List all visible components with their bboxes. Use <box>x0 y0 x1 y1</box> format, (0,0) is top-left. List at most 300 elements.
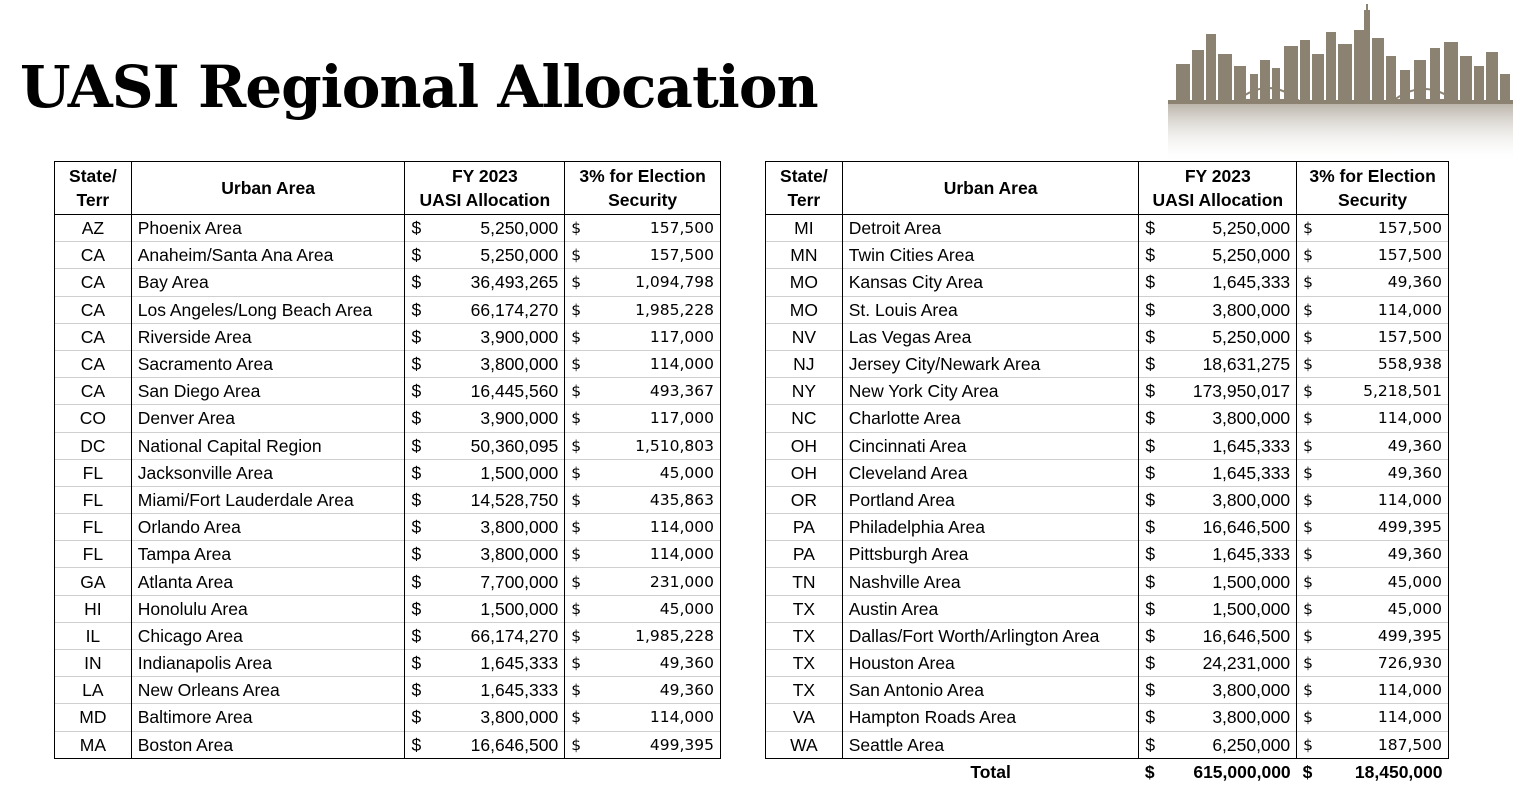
currency-symbol: $ <box>1302 761 1313 782</box>
state-cell: CA <box>55 350 132 377</box>
election-cell <box>1297 486 1449 513</box>
table-row <box>766 486 1449 513</box>
table-row <box>55 378 721 405</box>
currency-symbol: $ <box>571 273 582 292</box>
urban-area-cell: Seattle Area <box>842 731 1139 758</box>
allocation-value: 36,493,265 <box>470 272 559 293</box>
table-row <box>766 677 1449 704</box>
allocation-cell <box>1139 486 1297 513</box>
currency-symbol: $ <box>1145 272 1156 293</box>
allocation-cell <box>405 514 565 541</box>
allocation-value: 24,231,000 <box>1202 653 1291 674</box>
election-value: 114,000 <box>1377 490 1442 509</box>
urban-area-cell: Austin Area <box>842 595 1139 622</box>
election-cell <box>1297 568 1449 595</box>
election-cell <box>565 350 721 377</box>
election-value: 114,000 <box>1377 300 1442 319</box>
currency-symbol: $ <box>1145 571 1156 592</box>
election-cell <box>1297 541 1449 568</box>
urban-area-cell: Los Angeles/Long Beach Area <box>131 296 405 323</box>
election-cell <box>1297 622 1449 649</box>
election-cell <box>1297 242 1449 269</box>
table-row <box>766 622 1449 649</box>
allocation-cell <box>405 622 565 649</box>
total-allocation-value: 615,000,000 <box>1193 761 1291 782</box>
election-value: 114,000 <box>1377 708 1442 727</box>
currency-symbol: $ <box>1303 599 1314 618</box>
allocation-value: 14,528,750 <box>470 489 559 510</box>
election-cell <box>565 731 721 758</box>
urban-area-cell: Atlanta Area <box>131 568 405 595</box>
table-row <box>55 650 721 677</box>
currency-symbol: $ <box>1145 707 1156 728</box>
allocation-cell <box>1139 432 1297 459</box>
urban-area-cell: National Capital Region <box>131 432 405 459</box>
currency-symbol: $ <box>1303 463 1314 482</box>
allocation-cell <box>1139 622 1297 649</box>
allocation-cell <box>1139 514 1297 541</box>
table-row <box>55 242 721 269</box>
state-cell: MO <box>766 269 843 296</box>
table-row <box>766 350 1449 377</box>
urban-area-cell: Chicago Area <box>131 622 405 649</box>
urban-area-cell: New York City Area <box>842 378 1139 405</box>
election-cell <box>565 486 721 513</box>
state-cell: VA <box>766 704 843 731</box>
election-cell <box>1297 405 1449 432</box>
election-value: 157,500 <box>649 219 714 238</box>
currency-symbol: $ <box>571 518 582 537</box>
allocation-value: 6,250,000 <box>1212 734 1291 755</box>
currency-symbol: $ <box>571 300 582 319</box>
table-row <box>55 269 721 296</box>
election-cell <box>565 514 721 541</box>
state-cell: TX <box>766 595 843 622</box>
election-cell <box>565 242 721 269</box>
header-election-security: 3% for Election Security <box>1297 162 1449 215</box>
table-row <box>55 704 721 731</box>
allocation-value: 1,500,000 <box>480 598 559 619</box>
currency-symbol: $ <box>1144 761 1155 782</box>
currency-symbol: $ <box>1303 681 1314 700</box>
election-value: 114,000 <box>649 708 714 727</box>
allocation-value: 16,646,500 <box>470 734 559 755</box>
urban-area-cell: Nashville Area <box>842 568 1139 595</box>
election-cell <box>1297 296 1449 323</box>
currency-symbol: $ <box>1145 354 1156 375</box>
allocation-cell <box>1139 650 1297 677</box>
currency-symbol: $ <box>1303 246 1314 265</box>
election-cell <box>565 541 721 568</box>
election-value: 49,360 <box>1387 273 1442 292</box>
allocation-cell <box>405 378 565 405</box>
table-row <box>55 405 721 432</box>
allocation-value: 1,645,333 <box>480 680 559 701</box>
election-cell <box>565 622 721 649</box>
election-value: 157,500 <box>1377 246 1442 265</box>
allocation-value: 5,250,000 <box>1212 218 1291 239</box>
currency-symbol: $ <box>571 599 582 618</box>
election-value: 49,360 <box>1387 436 1442 455</box>
allocation-cell <box>405 595 565 622</box>
state-cell: IL <box>55 622 132 649</box>
table-body-left <box>55 215 721 759</box>
currency-symbol: $ <box>1303 626 1314 645</box>
allocation-cell <box>405 541 565 568</box>
allocation-value: 16,646,500 <box>1202 625 1291 646</box>
election-value: 499,395 <box>1377 626 1442 645</box>
currency-symbol: $ <box>571 219 582 238</box>
urban-area-cell: Anaheim/Santa Ana Area <box>131 242 405 269</box>
election-cell <box>565 677 721 704</box>
election-cell <box>1297 378 1449 405</box>
header-state: State/ Terr <box>55 162 132 215</box>
urban-area-cell: Jacksonville Area <box>131 459 405 486</box>
state-cell: NJ <box>766 350 843 377</box>
currency-symbol: $ <box>571 654 582 673</box>
election-value: 45,000 <box>659 463 714 482</box>
state-cell: OH <box>766 432 843 459</box>
currency-symbol: $ <box>1145 598 1156 619</box>
urban-area-cell: Jersey City/Newark Area <box>842 350 1139 377</box>
table-body-right <box>766 215 1449 759</box>
allocation-cell <box>1139 568 1297 595</box>
currency-symbol: $ <box>411 625 422 646</box>
urban-area-cell: Kansas City Area <box>842 269 1139 296</box>
allocation-value: 5,250,000 <box>1212 326 1291 347</box>
election-cell <box>565 269 721 296</box>
table-row <box>55 486 721 513</box>
total-allocation <box>1139 758 1297 785</box>
allocation-value: 66,174,270 <box>470 299 559 320</box>
allocation-cell <box>405 323 565 350</box>
allocation-value: 3,800,000 <box>1212 408 1291 429</box>
currency-symbol: $ <box>1303 300 1314 319</box>
election-cell <box>1297 350 1449 377</box>
currency-symbol: $ <box>1303 708 1314 727</box>
table-row <box>55 568 721 595</box>
currency-symbol: $ <box>1303 436 1314 455</box>
election-cell <box>1297 595 1449 622</box>
election-value: 114,000 <box>649 518 714 537</box>
election-value: 187,500 <box>1377 735 1442 754</box>
allocation-cell <box>405 432 565 459</box>
allocation-cell <box>1139 459 1297 486</box>
urban-area-cell: Detroit Area <box>842 215 1139 242</box>
election-value: 499,395 <box>649 735 714 754</box>
allocation-cell <box>1139 323 1297 350</box>
allocation-value: 3,800,000 <box>480 707 559 728</box>
state-cell: FL <box>55 514 132 541</box>
election-value: 435,863 <box>649 490 714 509</box>
allocation-cell <box>1139 595 1297 622</box>
urban-area-cell: Phoenix Area <box>131 215 405 242</box>
election-value: 231,000 <box>649 572 714 591</box>
table-row <box>55 595 721 622</box>
election-cell <box>565 405 721 432</box>
state-cell: TX <box>766 622 843 649</box>
state-cell: TN <box>766 568 843 595</box>
currency-symbol: $ <box>571 572 582 591</box>
election-value: 114,000 <box>1377 409 1442 428</box>
allocation-value: 3,800,000 <box>1212 707 1291 728</box>
currency-symbol: $ <box>571 708 582 727</box>
election-value: 726,930 <box>1377 654 1442 673</box>
allocation-cell <box>405 405 565 432</box>
urban-area-cell: Tampa Area <box>131 541 405 568</box>
currency-symbol: $ <box>411 381 422 402</box>
election-cell <box>565 296 721 323</box>
currency-symbol: $ <box>1303 327 1314 346</box>
election-cell <box>565 215 721 242</box>
allocation-cell <box>405 486 565 513</box>
election-cell <box>565 704 721 731</box>
urban-area-cell: Miami/Fort Lauderdale Area <box>131 486 405 513</box>
state-cell: OR <box>766 486 843 513</box>
allocation-value: 16,445,560 <box>470 381 559 402</box>
total-row <box>766 758 1449 785</box>
urban-area-cell: Twin Cities Area <box>842 242 1139 269</box>
currency-symbol: $ <box>1303 654 1314 673</box>
state-cell: IN <box>55 650 132 677</box>
urban-area-cell: Las Vegas Area <box>842 323 1139 350</box>
allocation-value: 3,900,000 <box>480 326 559 347</box>
state-cell: CO <box>55 405 132 432</box>
currency-symbol: $ <box>571 355 582 374</box>
election-value: 1,510,803 <box>635 436 714 455</box>
currency-symbol: $ <box>1303 355 1314 374</box>
currency-symbol: $ <box>1145 245 1156 266</box>
urban-area-cell: Orlando Area <box>131 514 405 541</box>
allocation-value: 173,950,017 <box>1192 381 1291 402</box>
currency-symbol: $ <box>411 354 422 375</box>
election-value: 499,395 <box>1377 518 1442 537</box>
table-row <box>55 296 721 323</box>
currency-symbol: $ <box>411 707 422 728</box>
header-state: State/ Terr <box>766 162 843 215</box>
state-cell: MO <box>766 296 843 323</box>
table-header-row <box>55 162 721 215</box>
currency-symbol: $ <box>571 409 582 428</box>
allocation-cell <box>1139 215 1297 242</box>
currency-symbol: $ <box>1145 734 1156 755</box>
election-cell <box>1297 432 1449 459</box>
allocation-value: 50,360,095 <box>470 435 559 456</box>
allocation-value: 1,645,333 <box>1212 544 1291 565</box>
allocation-cell <box>1139 677 1297 704</box>
allocation-value: 66,174,270 <box>470 625 559 646</box>
currency-symbol: $ <box>1145 408 1156 429</box>
allocation-cell <box>1139 378 1297 405</box>
election-value: 558,938 <box>1377 355 1442 374</box>
election-cell <box>565 650 721 677</box>
election-cell <box>1297 704 1449 731</box>
currency-symbol: $ <box>1145 462 1156 483</box>
allocation-cell <box>1139 541 1297 568</box>
currency-symbol: $ <box>411 435 422 456</box>
allocation-value: 3,800,000 <box>480 517 559 538</box>
election-value: 45,000 <box>659 599 714 618</box>
table-row <box>766 323 1449 350</box>
currency-symbol: $ <box>1145 653 1156 674</box>
allocation-value: 3,800,000 <box>1212 299 1291 320</box>
allocation-value: 3,800,000 <box>480 354 559 375</box>
election-value: 49,360 <box>659 654 714 673</box>
allocation-cell <box>1139 350 1297 377</box>
allocation-value: 1,645,333 <box>480 653 559 674</box>
table-row <box>55 541 721 568</box>
urban-area-cell: San Diego Area <box>131 378 405 405</box>
currency-symbol: $ <box>1303 572 1314 591</box>
allocation-value: 3,800,000 <box>480 544 559 565</box>
table-row <box>55 215 721 242</box>
allocation-cell <box>405 350 565 377</box>
election-cell <box>565 323 721 350</box>
state-cell: CA <box>55 296 132 323</box>
currency-symbol: $ <box>571 382 582 401</box>
currency-symbol: $ <box>1145 299 1156 320</box>
allocation-value: 5,250,000 <box>480 245 559 266</box>
urban-area-cell: Philadelphia Area <box>842 514 1139 541</box>
election-value: 49,360 <box>659 681 714 700</box>
election-value: 49,360 <box>1387 463 1442 482</box>
total-label: Total <box>970 761 1011 782</box>
header-urban-area: Urban Area <box>842 162 1139 215</box>
currency-symbol: $ <box>571 626 582 645</box>
election-cell <box>1297 215 1449 242</box>
currency-symbol: $ <box>1145 435 1156 456</box>
header-urban-area: Urban Area <box>131 162 405 215</box>
urban-area-cell: Sacramento Area <box>131 350 405 377</box>
table-row <box>55 432 721 459</box>
state-cell: TX <box>766 677 843 704</box>
election-value: 45,000 <box>1387 599 1442 618</box>
table-row <box>55 677 721 704</box>
election-value: 117,000 <box>649 327 714 346</box>
currency-symbol: $ <box>411 245 422 266</box>
urban-area-cell: Charlotte Area <box>842 405 1139 432</box>
state-cell: WA <box>766 731 843 758</box>
state-cell: AZ <box>55 215 132 242</box>
table-row <box>766 704 1449 731</box>
state-cell: CA <box>55 378 132 405</box>
currency-symbol: $ <box>1303 382 1314 401</box>
currency-symbol: $ <box>1145 218 1156 239</box>
currency-symbol: $ <box>1303 518 1314 537</box>
currency-symbol: $ <box>411 408 422 429</box>
currency-symbol: $ <box>411 680 422 701</box>
urban-area-cell: St. Louis Area <box>842 296 1139 323</box>
urban-area-cell: Dallas/Fort Worth/Arlington Area <box>842 622 1139 649</box>
state-cell: OH <box>766 459 843 486</box>
allocation-value: 1,645,333 <box>1212 272 1291 293</box>
urban-area-cell: Cincinnati Area <box>842 432 1139 459</box>
state-cell: HI <box>55 595 132 622</box>
state-cell: MD <box>55 704 132 731</box>
state-cell: CA <box>55 269 132 296</box>
city-skyline-illustration <box>1168 4 1513 164</box>
state-cell: LA <box>55 677 132 704</box>
allocation-value: 18,631,275 <box>1202 354 1291 375</box>
table-row <box>55 459 721 486</box>
urban-area-cell: Riverside Area <box>131 323 405 350</box>
urban-area-cell: Portland Area <box>842 486 1139 513</box>
election-cell <box>1297 323 1449 350</box>
election-value: 49,360 <box>1387 545 1442 564</box>
allocation-cell <box>1139 704 1297 731</box>
table-row <box>766 242 1449 269</box>
total-election <box>1297 758 1449 785</box>
allocation-value: 3,800,000 <box>1212 680 1291 701</box>
urban-area-cell: Hampton Roads Area <box>842 704 1139 731</box>
currency-symbol: $ <box>411 653 422 674</box>
currency-symbol: $ <box>1145 326 1156 347</box>
state-cell: PA <box>766 541 843 568</box>
currency-symbol: $ <box>571 545 582 564</box>
allocation-cell <box>405 215 565 242</box>
urban-area-cell: Indianapolis Area <box>131 650 405 677</box>
allocation-cell <box>405 677 565 704</box>
currency-symbol: $ <box>411 734 422 755</box>
currency-symbol: $ <box>411 272 422 293</box>
currency-symbol: $ <box>571 735 582 754</box>
table-row <box>766 459 1449 486</box>
election-cell <box>1297 269 1449 296</box>
currency-symbol: $ <box>1303 735 1314 754</box>
allocation-table-left <box>54 161 721 759</box>
state-cell: NV <box>766 323 843 350</box>
election-value: 157,500 <box>649 246 714 265</box>
currency-symbol: $ <box>411 462 422 483</box>
election-cell <box>565 595 721 622</box>
urban-area-cell: Pittsburgh Area <box>842 541 1139 568</box>
election-cell <box>565 378 721 405</box>
currency-symbol: $ <box>571 463 582 482</box>
currency-symbol: $ <box>571 246 582 265</box>
state-cell: GA <box>55 568 132 595</box>
state-cell: CA <box>55 323 132 350</box>
election-value: 114,000 <box>649 355 714 374</box>
election-value: 157,500 <box>1377 219 1442 238</box>
table-row <box>55 731 721 758</box>
table-row <box>766 514 1449 541</box>
currency-symbol: $ <box>411 598 422 619</box>
election-cell <box>1297 650 1449 677</box>
currency-symbol: $ <box>1303 409 1314 428</box>
urban-area-cell: Cleveland Area <box>842 459 1139 486</box>
table-row <box>766 215 1449 242</box>
state-cell: MN <box>766 242 843 269</box>
election-value: 5,218,501 <box>1363 382 1442 401</box>
currency-symbol: $ <box>411 489 422 510</box>
allocation-cell <box>405 459 565 486</box>
allocation-value: 1,645,333 <box>1212 435 1291 456</box>
allocation-value: 7,700,000 <box>480 571 559 592</box>
currency-symbol: $ <box>411 326 422 347</box>
currency-symbol: $ <box>571 327 582 346</box>
header-election-security: 3% for Election Security <box>565 162 721 215</box>
allocation-cell <box>405 650 565 677</box>
currency-symbol: $ <box>1303 545 1314 564</box>
allocation-value: 5,250,000 <box>1212 245 1291 266</box>
currency-symbol: $ <box>571 490 582 509</box>
allocation-value: 1,500,000 <box>1212 571 1291 592</box>
header-allocation: FY 2023 UASI Allocation <box>405 162 565 215</box>
state-cell: NC <box>766 405 843 432</box>
currency-symbol: $ <box>1145 544 1156 565</box>
state-cell: MA <box>55 731 132 758</box>
table-row <box>766 541 1449 568</box>
